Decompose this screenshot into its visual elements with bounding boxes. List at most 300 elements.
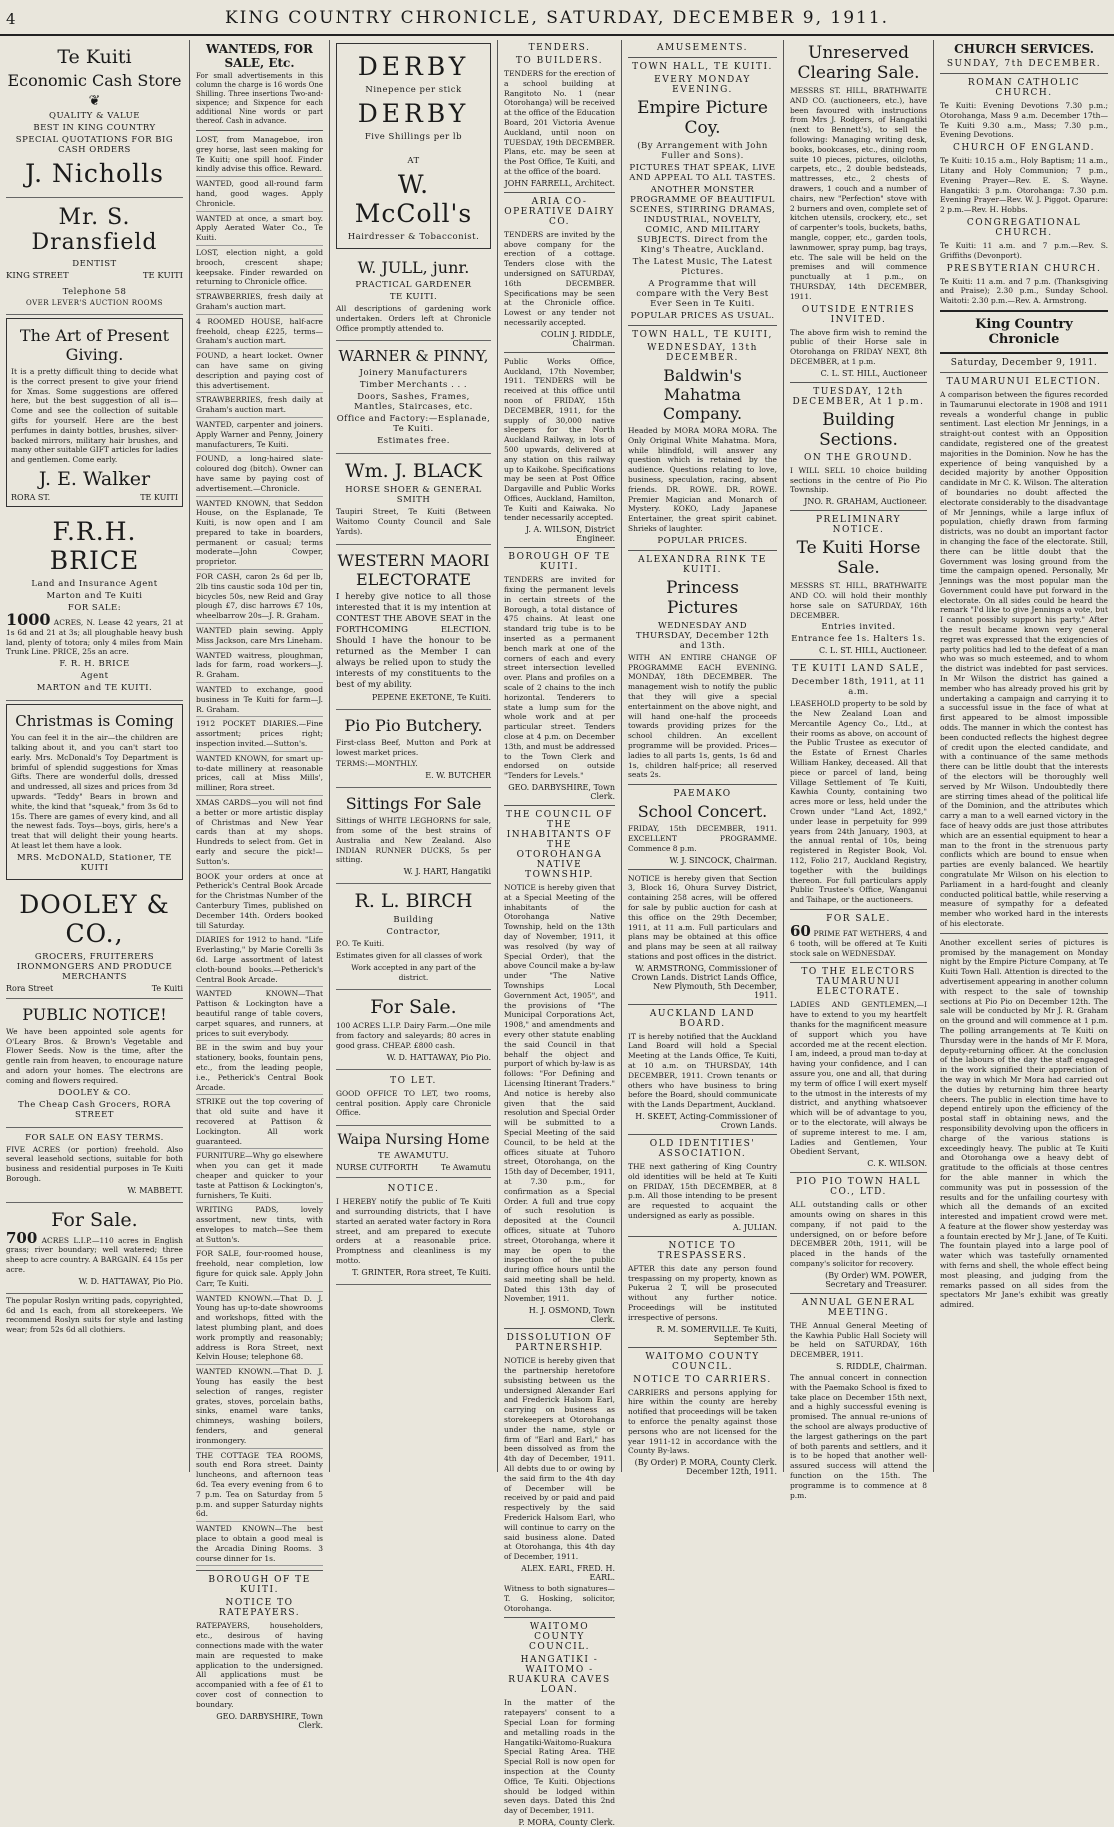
empire-title: Empire Picture Coy.	[637, 98, 768, 138]
town-hall-head: TOWN HALL, TE KUITI.	[632, 62, 773, 72]
clearing-sale-entries: OUTSIDE ENTRIES INVITED.	[801, 304, 916, 325]
roman-catholic-head: ROMAN CATHOLIC CHURCH.	[967, 78, 1081, 98]
clearing-sale-body-2: The above firm wish to remind the public of their Horse sale in Otorohanga on FRIDAY NEXT, 8th DECEMBER, at 1 p.m.	[790, 327, 927, 366]
dooley-address	[6, 984, 183, 993]
black-body: Taupiri Street, Te Kuiti (Between Waitomo County Council and Sale Yards).	[336, 507, 491, 536]
classified-ad: LOST, election night, a gold brooch, crescent shape; keepsake. Finder rewarded on returning to Chronicle office.	[196, 248, 323, 290]
maori-electorate-body: I hereby give notice to all those interested that it is my intention at CONTEST THE ABOVE SEAT in the FORTHCOMING ELECTION. Should I have the honour to be returned as the Member I can always be relied upon to study the interests of my constituents to the best of my ability.	[336, 591, 491, 690]
art-present-title: The Art of Present Giving.	[19, 326, 170, 364]
classified-ad: WRITING PADS, lovely assortment, new tints, with envelopes to match—See them at Sutton's.	[196, 1205, 323, 1247]
to-let-body: GOOD OFFICE TO LET, two rooms, central position. Apply care Chronicle Office.	[336, 1088, 491, 1118]
classified-ad: WANTED KNOWN—That Pattison & Lockington have a beautiful range of table covers, carpet squares, and runners, at prices to suit everybody.	[196, 989, 323, 1041]
brice-name: F.R.H. BRICE	[49, 516, 140, 575]
church-england-head: CHURCH OF ENGLAND.	[953, 143, 1095, 154]
divider	[790, 382, 927, 383]
auckland-board-body: IT is hereby notified that the Auckland Land Board will hold a Special Meeting at the Lands Office, Te Kuiti, at 10 a.m. on THURSDAY, 14th DECEMBER, 1911. Crown tenants or others who have business to bring before the Board, should communicate with the Lands Department, Auckland.	[628, 1031, 777, 1110]
old-identities-head: OLD IDENTITIES' ASSOCIATION.	[649, 1139, 756, 1160]
warner-role-2: Timber Merchants . . .	[359, 380, 468, 391]
section-sale-body: NOTICE is hereby given that Section 3, Block 16, Ohura Survey District, containing 258 acres, will be offered for sale by public auction for cash at this office on the 29th December, 1911, at 11 a.m. Full particulars and plans may be obtained at this office and plans may be seen at all railway stations and post offices in the district.	[628, 873, 777, 961]
baldwin-body: Headed by MORA MORA MORA. The Only Original White Mahatma. Mora, while blindfold, will answer any question which is retained by the audience. Questions relating to love, business, speculation, racing, absent friends. DR. ROWE. DR. ROWE. Premier Magician and Monarch of Mystery. KOKO, Lady Japanese Entertainer, the great spirit cabinet. Shrieks of laughter.	[628, 426, 777, 533]
classified-ad: FOUND, a heart locket. Owner can have same on giving description and paying cost of this advertisement.	[196, 351, 323, 393]
classified-ad: WANTED at once, a smart boy. Apply Aerated Water Co., Te Kuiti.	[196, 214, 323, 246]
presbyterian-head: PRESBYTERIAN CHURCH.	[946, 263, 1102, 274]
waitomo-loan-body: In the matter of the ratepayers' consent to a Special Loan for forming and metalling roads in the Hangatiki-Waitomo-Ruakura Special Rating Area. THE Special Roll is now open for inspection at the County Office, Te Kuiti. Objections should be lodged within seven days. Dated this 2nd day of December, 1911.	[504, 1698, 615, 1816]
birch-estimates: Estimates given for all classes of work	[336, 950, 483, 960]
empire-prices: POPULAR PRICES AS USUAL.	[630, 311, 775, 321]
classified-ad: FOR SALE, four-roomed house, freehold, near completion, low figure for quick sale. Apply John Carr, Te Kuiti.	[196, 1249, 323, 1291]
classified-ad: FOUND, a long-haired slate-coloured dog (bitch). Owner can have same by paying cost of advertisement.—Chronicle.	[196, 454, 323, 496]
dooley-ad	[6, 883, 183, 999]
electors-signature: C. K. WILSON.	[867, 1159, 927, 1169]
birch-role: Building	[393, 915, 434, 926]
wanteds-head: WANTEDS, FOR SALE, Etc.	[205, 42, 313, 70]
horse-sale-title: Te Kuiti Horse Sale.	[796, 538, 921, 579]
editorial-head: TAUMARUNUI ELECTION.	[946, 376, 1102, 387]
brice-signature: F. R. H. BRICE	[59, 659, 130, 670]
dentist-telephone: Telephone 58	[62, 287, 127, 297]
town-hall-2-sub: WEDNESDAY, 13th DECEMBER.	[647, 343, 758, 363]
dissolution-body: NOTICE is hereby given that the partnership heretofore subsisting between us the undersigned Alexander Earl and Frederick Halsom Earl, carrying on business as storekeepers at Otorohanga under the name, style or firm of "Earl and Earl," has been dissolved as from the 4th day of December, 1911. All debts due to or owing by the said firm to the 4th day of December will be received by or paid and paid respectively by the said Frederick Halsom Earl, who will continue to carry on the said business alone. Dated at Otorohanga, this 4th day of December, 1911.	[504, 1356, 615, 1562]
baldwin-title: Baldwin's Mahatma Company.	[662, 366, 743, 423]
electors-head: TO THE ELECTORS TAUMARUNUI ELECTORATE.	[801, 967, 916, 998]
warner-name: WARNER & PINNY,	[338, 347, 489, 366]
divider	[940, 73, 1108, 74]
easy-terms-ad	[6, 1128, 183, 1203]
ornament-icon: ❦	[88, 93, 101, 109]
classified-ad: WANTED to exchange, good business in Te Kuiti for farm—J. R. Graham.	[196, 685, 323, 717]
land-sale-body: LEASEHOLD property to be sold by the New Zealand Loan and Mercantile Agency Co., Ltd., at their rooms as above, on account of the Public Trustee as executor of the Estate of Ernest Charles William Hankey, deceased. All that piece or parcel of land, being Village Settlement of Te Kuiti, Kawhia County, containing two acres more or less, held under the Crown under "Land Act, 1892," under lease in perpetuity for 999 years from 24th January, 1903, at the annual rental of 10s, being registered in Register Book, Vol. 112, Folio 217, Auckland Registry, together with the buildings thereon. For full particulars apply Public Trustee's Office, Wanganui and Taihape, or the auctioneers.	[790, 699, 927, 905]
divider	[628, 1347, 777, 1348]
jull-name: W. JULL, junr.	[357, 258, 470, 277]
town-hall-co-head: PIO PIO TOWN HALL CO., LTD.	[796, 1177, 921, 1198]
warner-estimates: Estimates free.	[377, 436, 450, 447]
classified-ad: STRIKE out the top covering of that old suite and have it recovered at Pattison & Lockington. All work guaranteed.	[196, 1097, 323, 1149]
paper-date: Saturday, December 9, 1911.	[950, 357, 1098, 368]
divider	[940, 372, 1108, 373]
derby-subtitle: Ninepence per stick	[365, 85, 462, 95]
brice-for-sale: FOR SALE:	[67, 602, 122, 613]
derby-seller: W. McColl's	[354, 170, 473, 228]
wethers-body: PRIME FAT WETHERS, 4 and 6 tooth, will be offered at Te Kuiti stock sale on WEDNESDAY.	[790, 929, 927, 958]
classified-ad: WANTED KNOWN.—That D. J. Young has easily the best selection of ranges, register grates, stoves, porcelain baths, sinks, enamel ware tanks, chimneys, washing boilers, fenders, and general ironmongery.	[196, 1367, 323, 1448]
dentist-address	[6, 271, 183, 281]
birch-work: Work accepted in any part of the district.	[351, 962, 476, 982]
hattaway-sale-signature: W. D. HATTAWAY, Pio Pio.	[386, 1052, 491, 1062]
borough-ratepayers-body: RATEPAYERS, householders, etc., desirous of having connections made with the water main are requested to make application to the undersigned. All applications must be accompanied with a fee of £1 to cover cost of connection to boundary.	[196, 1621, 323, 1709]
auckland-board-head: AUCKLAND LAND BOARD.	[649, 1008, 756, 1029]
paemako-head: PAEMAKO	[673, 789, 732, 800]
brice-role: Land and Insurance Agent	[31, 578, 158, 589]
sittings-ad	[336, 788, 491, 884]
town-hall-sub: EVERY MONDAY EVENING.	[654, 75, 751, 95]
building-sections-when: TUESDAY, 12th DECEMBER, At 1 p.m.	[792, 386, 925, 407]
wanteds-list	[196, 135, 323, 1566]
divider	[790, 510, 927, 511]
roslyn-ad: The popular Roslyn writing pads, copyrighted, 6d and 1s each, from all storekeepers. We recommend Roslyn suits for style and lasting wear; from 52s 6d all clothiers.	[6, 1295, 183, 1335]
tenders-sub: TO BUILDERS.	[515, 56, 604, 66]
divider	[790, 1293, 927, 1294]
jull-town: TE KUITI.	[389, 292, 438, 302]
electors-body: LADIES AND GENTLEMEN,—I have to extend to you my heartfelt thanks for the magnificent measure of support which you have accorded me at the recent election. I am, indeed, a proud man to-day at having your confidence, and I can assure you, one and all, that during my term of office I will exert myself to the utmost in the interests of my district, and anything whatsoever which will be of advantage to you, or to the electorate, will always be of supreme interest to me. I am, Ladies and Gentlemen, Your Obedient Servant,	[790, 1000, 927, 1157]
town-hall-co-signature: (By Order) WM. POWER, Secretary and Treasurer.	[825, 1270, 927, 1289]
cash-store-name: J. Nicholls	[25, 159, 164, 188]
trespassers-body: AFTER this date any person found trespassing on my property, known as Pukerua 2 T, will be prosecuted without any further notice. Proceedings will be instituted irrespective of persons.	[628, 1263, 777, 1322]
agm-signature: S. RIDDLE, Chairman.	[835, 1361, 927, 1371]
hattaway-sale-body: 100 ACRES L.I.P. Dairy Farm.—One mile from factory and saleyards; 80 acres in good grass. CHEAP. £800 cash.	[336, 1021, 491, 1050]
empire-latest: The Latest Music, The Latest Pictures.	[632, 257, 773, 277]
horse-sale-body: MESSRS ST. HILL, BRATHWAITE AND CO. will hold their monthly horse sale on SATURDAY, 16th DECEMBER.	[790, 581, 927, 620]
cash-store-ad	[6, 40, 183, 198]
clearing-sale-body: MESSRS ST. HILL, BRATHWAITE AND CO. (auctioneers, etc.), have been favoured with instructions from Mrs J. Rodgers, of Hangatiki (next to Bennett's), to sell the following: Managing writing desk, books, bookcases, etc., dining room suite 10 pieces, pictures, oilcloths, carpets, etc., 2 double bedsteads, mattresses, etc., 2 chests of drawers, 1 couch and a number of chairs, new "Perfection" stove with 2 burners and oven, complete set of kitchen utensils, crockery, etc., set of carpenter's tools, buckets, baths, mangle, copper, etc., garden tools, lawnmower, spray pump, bag trays, etc. The sale will be held on the premises and will commence punctually at 1 p.m., on THURSDAY, 14th DECEMBER, 1911.	[790, 86, 928, 301]
wanteds-intro: For small advertisements in this column the charge is 16 words One Shilling. Three insertions Two-and-sixpence; and Sixpence for each additional Nine words or part thereof. Cash in advance.	[196, 72, 323, 125]
cash-store-quality: QUALITY & VALUE	[48, 111, 140, 121]
art-present-ad	[6, 318, 183, 507]
dentist-role: DENTIST	[72, 259, 117, 269]
to-let-head: TO LET.	[390, 1075, 437, 1086]
church-services-head: CHURCH SERVICES.	[954, 42, 1094, 56]
for-sale-title: For Sale.	[51, 1208, 138, 1231]
art-present-body: It is a pretty difficult thing to decide what is the correct present to give your friend for Xmas. Some suggestions are offered here, but the best suggestion of all is—Come and see the collection of suitable gifts for yourself. Here are the best perfumes in dainty bottles, brushes, silver-backed mirrors, military hair brushes, and many other suitable GIFT articles for ladies and gentlemen. Come early.	[11, 367, 178, 465]
classified-ad: WANTED plain sewing. Apply Miss Jackson, care Mrs Lineham.	[196, 626, 323, 649]
maori-electorate-ad	[336, 545, 491, 710]
for-sale-body: ACRES L.I.P.—110 acres in English grass; river boundary; well watered; three sheep to acre country. A BARGAIN. £4 15s per acre.	[6, 1235, 183, 1275]
aerated-notice-head: NOTICE.	[387, 1184, 440, 1195]
church-services-date: SUNDAY, 7th DECEMBER.	[946, 59, 1102, 69]
column-4	[498, 40, 622, 1827]
divider	[940, 933, 1108, 934]
butchery-title: Pio Pio Butchery.	[344, 715, 483, 735]
agm-body-2: The annual concert in connection with the Paemako School is fixed to take place on December 15th next, and a highly successful evening is promised. The annual re-unions of the school are always productive of the largest gatherings on the part of both parents and settlers, and it is to be hoped that another well-assured success will attend the function on the 15th. The programme is to commence at 8 p.m.	[790, 1372, 927, 1500]
divider	[504, 192, 615, 193]
local-news-body: Another excellent series of pictures is promised by the management on Monday night by the Empire Picture Company, at Te Kuiti Town Hall. Attention is directed to the advertisement appearing in another column with respect to the sale of township sections at Pio Pio on December 12th. The sale will be conducted by Mr J. R. Graham on the ground and will commence at 1 p.m. The polling arrangements at Te Kuiti on Thursday were in the hands of Mr F. Mora, deputy-returning officer. At the conclusion of the labours of the day the staff engaged in the work signified their appreciation of the way in which Mr Mora had carried out the duties by returning him three hearty cheers. The public in election time have to depend entirely upon the efficiency of the postal staff in obtaining news, and the responsibility devolving upon the officers in charge of the various stations is exceedingly heavy. The public at Te Kuiti and Otorohanga owe a heavy debt of gratitude to the officials at those centres for the able manner in which the community was put in possession of the results and for the unfailing courtesy with which all the demands of an excited interested and impatient crowd were met. A feature at the flower show yesterday was a fountain erected by Mr J. Jane, of Te Kuiti. The fountain played into a large pool of water which was tastefully ornamented with ferns and shell, the whole effect being most pleasing, and judging from the remarks passed on all sides from the spectators Mr Jane's exhibit was greatly admired.	[940, 937, 1108, 1310]
masthead	[0, 0, 1114, 36]
warner-ad	[336, 341, 491, 454]
tenders-head: TENDERS.	[528, 43, 591, 53]
aria-signature: COLIN J. RIDDLE, Chairman.	[540, 329, 615, 348]
page-title: KING COUNTRY CHRONICLE, SATURDAY, DECEMBER 9, 1911.	[224, 8, 890, 28]
carriers-sub: NOTICE TO CARRIERS.	[633, 1374, 772, 1385]
baldwin-prices: POPULAR PRICES.	[657, 535, 748, 546]
dissolution-signature: ALEX. EARL, FRED. H. EARL.	[521, 1564, 615, 1583]
wethers-head: FOR SALE.	[826, 914, 891, 925]
trespassers-head: NOTICE TO TRESPASSERS.	[657, 1240, 748, 1261]
christmas-body: You can feel it in the air—the children are talking about it, and you can't start too early. Mrs. McDonald's Toy Department is brimful of splendid suggestions for Xmas Gifts. There are wonderful dolls, dressed and undressed, all sizes and prices from 3d upwards. "Teddy" Bears in brown and white, the kind that "squeak," from 3s 6d to 15s. There are games of every kind, and all the newest fads. Toys—boys, girls, here's a treat that will delight their young hearts. At least let them have a look.	[11, 733, 178, 850]
divider	[628, 57, 777, 58]
dentist-location: OVER LEVER'S AUCTION ROOMS	[26, 299, 163, 307]
art-present-town: TE KUITI	[140, 492, 178, 502]
column-2	[190, 40, 330, 1730]
waitomo-loan-head: WAITOMO COUNTY COUNCIL.	[528, 1622, 590, 1653]
brice-location: Marton and Te Kuiti	[46, 590, 143, 601]
land-sale-head: TE KUITI LAND SALE,	[792, 664, 925, 675]
dooley-subtitle: GROCERS, FRUITERERS IRONMONGERS AND PRODUCE MERCHANTS	[16, 951, 173, 982]
divider	[504, 547, 615, 548]
old-identities-body: THE next gathering of King Country old identities will be held at Te Kuiti on FRIDAY, 15th DECEMBER, at 8 p.m. All those intending to be present are requested to acquaint the undersigned as early as possible.	[628, 1162, 777, 1221]
hattaway-sale-title: For Sale.	[370, 996, 457, 1019]
brice-acres-number: 1000	[6, 609, 51, 629]
butchery-signature: E. W. BUTCHER	[425, 771, 491, 781]
column-7	[934, 40, 1114, 1472]
classified-ad: STRAWBERRIES, fresh daily at Graham's auction mart.	[196, 292, 323, 315]
carriers-signature: (By Order) P. MORA, County Clerk. December 12th, 1911.	[634, 1458, 777, 1477]
divider	[628, 1134, 777, 1135]
classified-ad: WANTED, carpenter and joiners. Apply Warner and Penny, Joinery manufacturers, Te Kuiti.	[196, 420, 323, 452]
easy-terms-body: FIVE ACRES (or portion) freehold. Also several leasehold sections, suitable for both business and residential purposes in Te Kuiti Borough.	[6, 1144, 183, 1183]
empire-subtitle: (By Arrangement with John Fuller and Sons).	[637, 141, 768, 161]
dooley-street: Rora Street	[6, 983, 54, 993]
easy-terms-head: FOR SALE ON EASY TERMS.	[25, 1132, 164, 1143]
brice-agent: Agent	[80, 671, 109, 682]
dissolution-head: DISSOLUTION OF PARTNERSHIP.	[506, 1333, 613, 1354]
classified-ad: STRAWBERRIES, fresh daily at Graham's auction mart.	[196, 395, 323, 418]
jull-ad	[336, 252, 491, 341]
town-hall-co-body: ALL outstanding calls or other amounts owing on shares in this company, if not paid to the undersigned, on or before before DECEMBER 20th, 1911, will be placed in the hands of the company's solicitor for recovery.	[790, 1200, 927, 1268]
divider	[504, 805, 615, 806]
classified-ad: WANTED KNOWN, that Seddon House, on the Esplanade, Te Kuiti, is now open and I am prepared to take in boarders, permanent or casual; terms moderate—John Cowper, proprietor.	[196, 499, 323, 571]
sittings-title: Sittings For Sale	[345, 794, 482, 814]
public-works-body: Public Works Office, Auckland, 17th November, 1911. TENDERS will be received at this office until noon of FRIDAY, 15th DECEMBER, 1911, for the supply of 30,000 native sleepers for the North Auckland Railway, in lots of 500 upwards, delivered at any station on this railway up to Kaikohe. Specifications may be seen at Post Office Dargaville and Public Works Offices, Auckland, Hamilton, Te Kuiti and Kaiwaka. No tender necessarily accepted.	[504, 356, 615, 523]
divider	[790, 962, 927, 963]
column-6	[784, 40, 934, 1500]
classified-ad: 1912 POCKET DIARIES.—Fine assortment; prices right; inspection invited.—Sutton's.	[196, 719, 323, 751]
horse-sale-fee: Entrance fee 1s. Halters 1s.	[791, 634, 926, 645]
public-notice-body: We have been appointed sole agents for O'Leary Bros. & Brown's Vegetable and Flower Seeds. Now is the time, after the gentle rain from heaven, to encourage nature and adorn your homes. The electrons are coming and flowers required.	[6, 1026, 183, 1085]
butchery-ad	[336, 710, 491, 788]
section-sale-signature: W. ARMSTRONG, Commissioner of Crown Lands. District Lands Office, New Plymouth, 5th December, 1911.	[631, 963, 777, 1000]
maori-electorate-signature: PEPENE EKETONE, Te Kuiti.	[371, 692, 491, 702]
land-sale-when: December 18th, 1911, at 11 a.m.	[791, 677, 926, 698]
dooley-town: Te Kuiti	[151, 983, 183, 993]
easy-terms-signature: W. MABBETT.	[127, 1185, 183, 1195]
borough-levels-head: BOROUGH OF TE KUITI.	[508, 552, 611, 573]
waipa-title: Waipa Nursing Home	[337, 1132, 490, 1149]
derby-title: DERBY	[357, 52, 470, 81]
derby-seller-role: Hairdresser & Tobacconist.	[347, 232, 480, 242]
town-hall-2-head: TOWN HALL, TE KUITI,	[632, 330, 773, 340]
clearing-sale-signature: C. L. ST. HILL, Auctioneer	[820, 368, 927, 378]
classified-ad: BE in the swim and buy your stationery, books, fountain pens, etc., from the leading people, i.e., Petherick's Central Book Arcade.	[196, 1043, 323, 1095]
art-present-name: J. E. Walker	[38, 467, 151, 490]
horse-sale-signature: C. L. ST. HILL, Auctioneer.	[818, 646, 927, 656]
borough-ratepayers-sub: NOTICE TO RATEPAYERS.	[218, 1598, 301, 1619]
hattaway-sale-ad	[336, 990, 491, 1069]
column-5	[622, 40, 784, 1477]
cash-store-special: SPECIAL QUOTATIONS FOR BIG CASH ORDERS	[15, 135, 174, 155]
dissolution-witness: Witness to both signatures—T. G. Hosking, solicitor, Otorohanga.	[504, 1584, 615, 1613]
cash-store-title: Te Kuiti	[57, 46, 132, 68]
borough-levels-body: TENDERS are invited for fixing the permanent levels in certain streets of the Borough, a total distance of 475 chains. At least one standard trig tube is to be inserted as a permanent bench mark at one of the corners of each and every street intersection levelled over. Plans and profiles on a scale of 2 chains to the inch horizontal. Tenderers to state a lump sum for the whole work and at per particular street. Tenders close at 4 p.m. on December 13th, and must be addressed to the Town Clerk and endorsed on outside "Tenders for Levels."	[504, 575, 615, 781]
classified-ad: FOR CASH, caron 2s 6d per lb, 2lb tins caustic soda 10d per tin, bicycles 50s, new Reid and Gray plough £7, disc harrows £7 10s, wheelbarrow 20s—J. R. Graham.	[196, 572, 323, 624]
princess-when: WEDNESDAY AND THURSDAY, December 12th and 13th.	[635, 620, 770, 651]
cash-store-best: BEST IN KING COUNTRY	[33, 123, 156, 133]
aerated-notice-signature: T. GRINTER, Rora street, Te Kuiti.	[352, 1267, 491, 1277]
public-notice-title: PUBLIC NOTICE!	[22, 1004, 167, 1024]
warner-body: Doors, Sashes, Frames, Mantles, Staircases, etc.	[354, 392, 473, 413]
for-sale-signature: W. D. HATTAWAY, Pio Pio.	[78, 1276, 183, 1286]
public-notice-signature: DOOLEY & CO.	[58, 1087, 131, 1098]
editorial-body: A comparison between the figures recorded in Taumarunui electorate in 1908 and 1911 reveals a wonderful change in public sentiment. Last election Mr Jennings, in a straight-out contest with an Opposition candidate, registered one of the greatest majorities in the Dominion. Now he has the experience of being vanquished by a decided majority by another Opposition candidate in Mr C. K. Wilson. The alteration of boundaries no doubt affected the electorate considerably to the disadvantage of Mr Jennings, while a large influx of population, chiefly drawn from farming districts, was no doubt an important factor in changing the face of the electorate. Still, there can be little doubt that the Government was losing ground from the time the campaign opened. Personally, Mr Jennings was the most popular man the Government could have put forward in the electorate. On all sides could be heard the remark "I'd like to give Jennings a vote, but I cannot possibly support his party." After the result became known very general regret was expressed that the exigencies of party politics had led to the defeat of a man who was so much esteemed, and to whom the district was indebted for past services. In Mr Wilson the district has gained a member who has already proved his grit by undertaking a campaign and carrying it to a successful issue in the face of what at first appeared to be almost impossible odds. The manner in which the contest has been conducted reflects the highest degree of credit upon the elected candidate, and with a continuance of the same methods there can be little doubt that the interests of the electors will be thoroughly well served by Mr Wilson. Undoubtedly there are stirring times ahead of the political life of the Dominion, and the attributes which carry a man to a well earned victory in the face of heavy odds are just those attributes which are an essential equipment to hear a man to the front in the strenuous party conflicts which are bound to ensue when parties are evenly balanced. We heartily congratulate Mr Wilson on his election to Parliament in a hard-fought and cleanly conducted political battle, while reserving a measure of sympathy for a defeated member who worked hard in the interests of his electorate.	[940, 389, 1108, 928]
concert-signature: W. J. SINCOCK, Chairman.	[669, 855, 777, 865]
birch-ad	[336, 884, 491, 990]
auckland-board-signature: H. SKEET, Acting-Commissioner of Crown Lands.	[635, 1112, 777, 1131]
warner-role: Joinery Manufacturers	[359, 368, 468, 379]
congregational-body: Te Kuiti: 11 a.m. and 7 p.m.—Rev. S. Griffiths (Devonport).	[940, 240, 1108, 260]
classified-ad: WANTED, good all-round farm hand, good wages. Apply Chronicle.	[196, 179, 323, 211]
council-body: NOTICE is hereby given that at a Special Meeting of the inhabitants of the Otorohanga Native Township, held on the 13th day of November, 1911, it was resolved (by way of Special Order), that the above Council make a by-law under "The Native Townships Local Government Act, 1905", and the provisions of "The Municipal Corporations Act, 1908," and amendments and every other statute enabling the said Council in that behalf the object and purport of which by-law is as follows: "For Defining and Licensing Itinerant Traders." And notice is hereby also given that the said resolution and Special Order will be submitted to a Special Meeting of the said Council, to be held at the offices situate at Tuhoro street, Otorohanga, on the 15th day of December, 1911, at 7.30 p.m., for confirmation as a Special Order. A full and true copy of such resolution is deposited at the Council offices, situate at Tuhoro street, Otorohanga, where it may be open to the inspection of the public during office hours until the said meeting shall be held. Dated this 13th day of November, 1911.	[504, 883, 615, 1304]
divider	[628, 325, 777, 326]
tenders-school-body: TENDERS for the erection of a school building at Rangitoto No. 1 (near Otorohanga) will be received at the office of the Education Board, 201 Victoria Avenue Auckland, until noon on TUESDAY, 19th DECEMBER. Plans, etc. may be seen at the Post Office, Te Kuiti, and at the office of the board.	[504, 69, 615, 176]
christmas-ad	[6, 704, 183, 880]
jull-role: PRACTICAL GARDENER	[355, 280, 472, 290]
council-head: THE COUNCIL OF THE INHABITANTS OF THE OTOROHANGA NATIVE TOWNSHIP.	[506, 810, 613, 881]
public-works-signature: J. A. WILSON, District Engineer.	[525, 525, 615, 544]
brice-ad	[6, 510, 183, 701]
derby-at: AT	[407, 156, 420, 166]
council-signature: H. J. OSMOND, Town Clerk.	[528, 1306, 615, 1325]
borough-ratepayers-head: BOROUGH OF TE KUITI.	[208, 1575, 311, 1596]
dentist-ad	[6, 198, 183, 315]
rink-head: ALEXANDRA RINK TE KUITI.	[638, 554, 767, 575]
divider	[790, 909, 927, 910]
black-ad	[336, 454, 491, 544]
public-notice-signature-2: The Cheap Cash Grocers, RORA STREET	[18, 1099, 171, 1120]
paper-title: King Country Chronicle	[975, 316, 1073, 347]
divider	[196, 1570, 323, 1571]
classified-ad: LOST, from Manageboe, iron grey horse, last seen making for Te Kuiti; one spill hoof. Finder kindly advise this office. Reward.	[196, 135, 323, 177]
to-let-ad	[336, 1070, 491, 1126]
cash-store-title-2: Economic Cash Store	[7, 71, 182, 90]
empire-programme: ANOTHER MONSTER PROGRAMME OF BEAUTIFUL SCENES, STIRRING DRAMAS, INDUSTRIAL, NOVELTY, COMIC, AND MILITARY SUBJECTS. Direct from the King's Theatre, Auckland.	[629, 185, 776, 255]
classified-ad: WANTED waitress, ploughman, lads for farm, road workers—J. R. Graham.	[196, 651, 323, 683]
agm-body: THE Annual General Meeting of the Kawhia Public Hall Society will be held on SATURDAY, 16th DECEMBER, 1911.	[790, 1320, 927, 1360]
presbyterian-body: Te Kuiti: 11 a.m. and 7 p.m. (Thanksgiving and Praise); 2.30 p.m., Sunday School. Waitoti: 2.30 p.m.—Rev. A. Armstrong.	[940, 276, 1108, 306]
building-sections-signature: JNO. R. GRAHAM, Auctioneer.	[804, 497, 927, 507]
divider	[628, 784, 777, 785]
aria-head: ARIA CO-OPERATIVE DAIRY CO.	[504, 196, 615, 227]
divider	[790, 1172, 927, 1173]
brice-location-2: MARTON and TE KUITI.	[36, 683, 153, 694]
public-notice-ad	[6, 999, 183, 1128]
divider	[504, 1617, 615, 1618]
black-role: HORSE SHOER & GENERAL SMITH	[345, 485, 482, 506]
birch-role-2: Contractor,	[386, 927, 441, 938]
classified-ad: 4 ROOMED HOUSE, half-acre freehold, cheap £225, terms—Graham's auction mart.	[196, 317, 323, 349]
art-present-address	[11, 493, 178, 502]
for-sale-ad	[6, 1203, 183, 1294]
jull-body: All descriptions of gardening work undertaken. Orders left at Chronicle Office promptly attended to.	[336, 304, 491, 333]
building-sections-body: I WILL SELL 10 choice building sections in the centre of Pio Pio Township.	[790, 465, 927, 495]
art-present-street: RORA ST.	[11, 492, 51, 502]
concert-title: School Concert.	[637, 802, 768, 822]
waitomo-loan-sub: HANGATIKI - WAITOMO - RUAKURA CAVES LOAN.	[508, 1655, 611, 1696]
waipa-nurse: NURSE CUTFORTH	[336, 1163, 419, 1173]
divider	[628, 869, 777, 870]
concert-body: FRIDAY, 15th DECEMBER, 1911. EXCELLENT PROGRAMME. Commence 8 p.m.	[628, 824, 777, 853]
waipa-town: TE AWAMUTU.	[378, 1151, 449, 1162]
aria-body: TENDERS are invited by the above company for the erection of a cottage. Tenders close with the undersigned on SATURDAY, 16th DECEMBER. Specifications may be seen at the Chronicle office. Lowest or any tender not necessarily accepted.	[504, 229, 615, 327]
waitomo-loan-signature: P. MORA, County Clerk.	[518, 1817, 615, 1827]
dentist-name: Mr. S. Dransfield	[31, 205, 158, 255]
classified-ad: WANTED KNOWN—The best place to obtain a good meal is the Arcadia Dining Rooms. 3 course dinner for 1s.	[196, 1524, 323, 1566]
classified-ad: XMAS CARDS—you will not find a better or more artistic display of Christmas and New Year cards than at my shops. Hundreds to select from. Get in early and secure the pick!—Sutton's.	[196, 798, 323, 870]
classified-ad: THE COTTAGE TEA ROOMS, south end Rora street. Dainty luncheons, and afternoon teas 6d. Tea every evening from 6 to 7 p.m. Tea on Saturday from 5 p.m. and supper Saturday nights 6d.	[196, 1451, 323, 1523]
carriers-head: WAITOMO COUNTY COUNCIL.	[645, 1351, 760, 1372]
borough-ratepayers-signature: GEO. DARBYSHIRE, Town Clerk.	[216, 1711, 323, 1730]
building-sections-sub: ON THE GROUND.	[804, 452, 913, 463]
wethers-number: 60	[790, 922, 811, 941]
preliminary-notice: PRELIMINARY NOTICE.	[815, 515, 902, 536]
christmas-signature: MRS. McDONALD, Stationer, TE KUITI	[17, 852, 172, 873]
divider	[504, 352, 615, 353]
birch-name: R. L. BIRCH	[354, 890, 473, 913]
dentist-town: TE KUITI	[142, 271, 183, 281]
divider	[628, 1004, 777, 1005]
dooley-title: DOOLEY & CO.,	[19, 889, 170, 948]
agm-head: ANNUAL GENERAL MEETING.	[801, 1297, 916, 1318]
classified-ad: DIARIES for 1912 to hand. "Life Everlasting," by Marie Corelli 3s 6d. Large assortment of latest cloth-bound books.—Petherick's Central Book Arcade.	[196, 935, 323, 987]
classified-ad: FURNITURE—Why go elsewhere when you can get it made cheaper and quicker to your taste at Pattison & Lockington's, furnishers, Te Kuiti.	[196, 1151, 323, 1203]
princess-title: Princess Pictures	[666, 577, 739, 618]
dentist-street: KING STREET	[6, 271, 69, 281]
column-1	[0, 40, 190, 1472]
waipa-nurse-row	[336, 1163, 491, 1172]
birch-po: P.O. Te Kuiti.	[336, 939, 385, 949]
aerated-notice-body: I HEREBY notify the public of Te Kuiti and surrounding districts, that I have started an aerated water factory in Rora street, and am prepared to execute orders at a reasonable price. Promptness and cleanliness is my motto.	[336, 1197, 491, 1265]
horse-sale-entries: Entries invited.	[821, 622, 896, 633]
empire-compare: A Programme that will compare with the Very Best Ever Seen in Te Kuiti.	[636, 279, 769, 309]
derby-title-2: DERBY	[357, 99, 470, 128]
butchery-terms: TERMS:—MONTHLY.	[336, 759, 418, 769]
building-sections-title: Building Sections.	[819, 409, 898, 450]
waipa-ad	[336, 1126, 491, 1178]
old-identities-signature: A. JULIAN.	[732, 1222, 777, 1232]
black-name: Wm. J. BLACK	[345, 460, 482, 483]
derby-ad	[336, 43, 491, 249]
column-3	[330, 40, 498, 1472]
aerated-notice-ad	[336, 1178, 491, 1285]
borough-levels-signature: GEO. DARBYSHIRE, Town Clerk.	[508, 783, 615, 802]
classified-ad: WANTED KNOWN.—That D. J. Young has up-to-date showrooms and workshops, fitted with the latest plumbing plant, and does work promptly and reasonably; address is Rora Street, next Kelvin House; telephone 68.	[196, 1294, 323, 1366]
divider	[196, 130, 323, 131]
maori-electorate-title: WESTERN MAORI ELECTORATE	[337, 550, 490, 589]
trespassers-signature: R. M. SOMERVILLE. Te Kuiti, September 5th.	[656, 1324, 777, 1343]
divider	[504, 1328, 615, 1329]
warner-office: Office and Factory:—Esplanade, Te Kuiti.	[336, 414, 491, 435]
brice-body: ACRES, N. Lease 42 years, 21 at 1s 6d and 21 at 3s; all ploughable heavy bush land, plenty of totora; only 4 miles from Main Trunk Line. PRICE, 25s an acre.	[6, 617, 183, 657]
paper-nameplate	[940, 310, 1108, 354]
christmas-title: Christmas is Coming	[15, 712, 174, 731]
classified-ad: BOOK your orders at once at Petherick's Central Book Arcade for the Christmas Number of the Canterbury Times, published on December 14th. Orders booked till Saturday.	[196, 872, 323, 934]
empire-body: PICTURES THAT SPEAK, LIVE AND APPEAL TO ALL TASTES.	[629, 163, 776, 183]
carriers-body: CARRIERS and persons applying for hire within the county are hereby notified that proceedings will be taken to enforce the penalty against those persons who are not licensed for the year 1911-12 in accordance with the County By-laws.	[628, 1387, 777, 1456]
sittings-body: Sittings of WHITE LEGHORNS for sale, from some of the best strains of Australia and New Zealand. Also INDIAN RUNNER DUCKS, 5s per sitting.	[336, 816, 491, 865]
divider	[628, 550, 777, 551]
amusements-head: AMUSEMENTS.	[657, 43, 748, 53]
butchery-body: First-class Beef, Mutton and Pork at lowest market prices.	[336, 737, 491, 757]
princess-body: WITH AN ENTIRE CHANGE OF PROGRAMME EACH EVENING. MONDAY, 18th DECEMBER. The management wish to notify the public that they will give a special entertainment on the above night, and will hand one-half the proceeds towards providing prizes for the school children. An excellent programme will be provided. Prices—ladies to all parts 1s, gents, 1s 6d and 1s, children half-price; all reserved seats 2s.	[628, 652, 777, 780]
divider	[790, 659, 927, 660]
clearing-sale-title: Unreserved Clearing Sale.	[797, 43, 920, 83]
tenders-school-signature: JOHN FARRELL, Architect.	[504, 178, 615, 188]
waipa-nurse-town: Te Awamutu	[440, 1163, 491, 1173]
for-sale-number: 700	[6, 1228, 38, 1247]
sittings-signature: W. J. HART, Hangatiki	[403, 867, 491, 877]
roman-catholic-body: Te Kuiti: Evening Devotions 7.30 p.m.; Otorohanga, Mass 9 a.m. December 17th—Te Kuiti 9.30 a.m., Mass; 7.30 p.m., Evening Devotions.	[940, 101, 1108, 140]
congregational-head: CONGREGATIONAL CHURCH.	[966, 217, 1082, 238]
classified-ad: WANTED KNOWN, for smart up-to-date millinery at reasonable prices, call at Miss Mills', milliner, Rora street.	[196, 754, 323, 796]
divider	[628, 1236, 777, 1237]
derby-subtitle-2: Five Shillings per lb	[364, 132, 463, 142]
